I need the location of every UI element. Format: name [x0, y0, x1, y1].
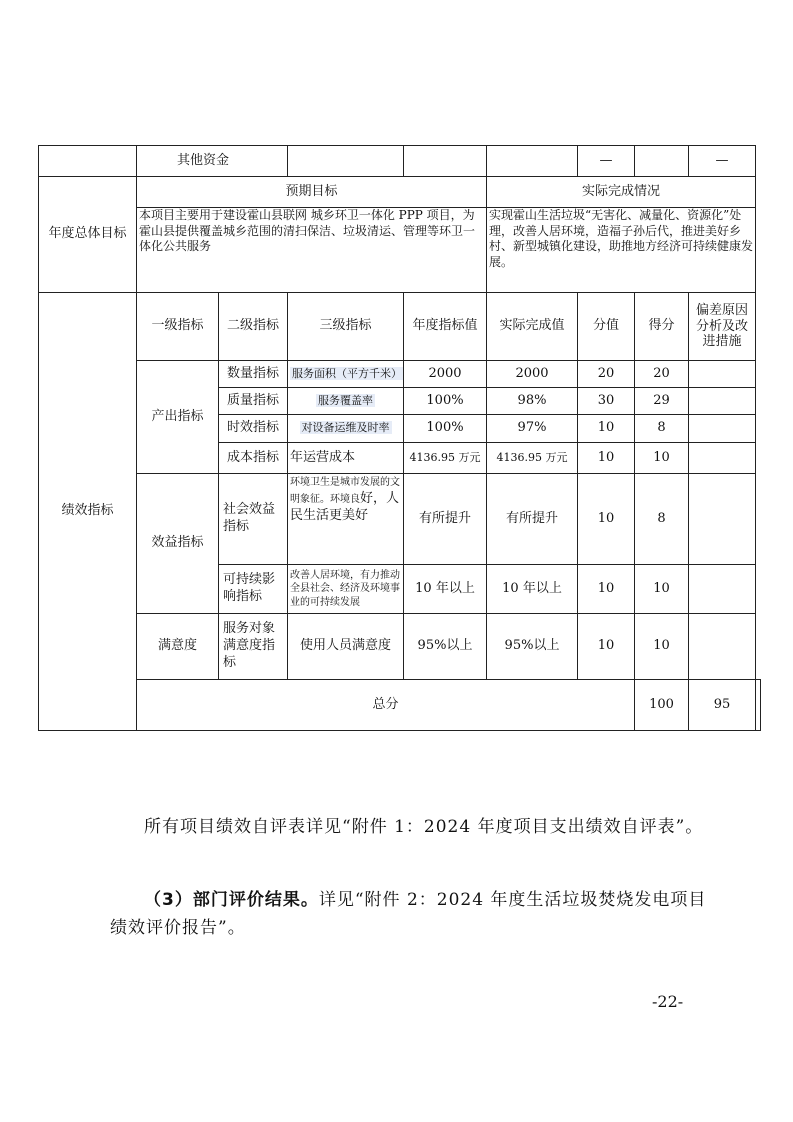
got-cell: 10	[635, 614, 689, 680]
other-funds-label: 其他资金	[137, 146, 288, 177]
header-level3: 三级指标	[288, 293, 404, 361]
header-annual-target: 年度指标值	[404, 293, 487, 361]
blank-cell	[39, 146, 137, 177]
level2-cell: 质量指标	[219, 388, 288, 415]
actual-completion-header: 实际完成情况	[487, 177, 756, 208]
level3-cell: 服务覆盖率	[288, 388, 404, 415]
total-score: 100	[635, 680, 689, 731]
dash-cell: —	[578, 146, 635, 177]
target-cell: 10 年以上	[404, 565, 487, 614]
performance-table	[38, 145, 761, 731]
actual-completion-text: 实现霍山生活垃圾“无害化、减量化、资源化”处理，改善人居环境，造福子孙后代，推进美好乡村、新型城镇化建设，助推地方经济可持续健康发展。	[487, 208, 756, 293]
actual-cell: 10 年以上	[487, 565, 578, 614]
actual-cell: 97%	[487, 415, 578, 443]
header-deviation: 偏差原因分析及改进措施	[689, 293, 756, 361]
target-cell: 2000	[404, 361, 487, 388]
got-cell: 29	[635, 388, 689, 415]
level2-cell: 可持续影响指标	[219, 565, 288, 614]
target-cell: 有所提升	[404, 474, 487, 565]
score-cell: 10	[578, 565, 635, 614]
level2-cell: 社会效益指标	[219, 474, 288, 565]
target-cell: 95%以上	[404, 614, 487, 680]
header-actual-value: 实际完成值	[487, 293, 578, 361]
level3-cell: 服务面积（平方千米）	[288, 361, 404, 388]
score-cell: 30	[578, 388, 635, 415]
appendix-paragraph: 所有项目绩效自评表详见“附件 1：2024 年度项目支出绩效自评表”。	[144, 817, 704, 837]
score-cell: 10	[578, 443, 635, 474]
target-cell: 100%	[404, 415, 487, 443]
benefit-indicator-label: 效益指标	[137, 474, 219, 614]
level3-cell: 年运营成本	[288, 443, 404, 474]
output-indicator-label: 产出指标	[137, 361, 219, 474]
level3-cell: 使用人员满意度	[288, 614, 404, 680]
score-cell: 10	[578, 614, 635, 680]
actual-cell: 4136.95 万元	[487, 443, 578, 474]
header-got: 得分	[635, 293, 689, 361]
header-level2: 二级指标	[219, 293, 288, 361]
level3-cell: 环境卫生是城市发展的文明象征。环境良好，人民生活更美好	[288, 474, 404, 565]
score-cell: 10	[578, 415, 635, 443]
level3-cell: 对设备运维及时率	[288, 415, 404, 443]
got-cell: 8	[635, 415, 689, 443]
expected-goal-text: 本项目主要用于建设霍山县联网 城乡环卫一体化 PPP 项目，为霍山县提供覆盖城乡范围的清扫保洁、垃圾清运、管理等环卫一体化公共服务	[137, 208, 487, 293]
score-cell: 10	[578, 474, 635, 565]
section-heading: （3）部门评价结果。	[144, 890, 319, 910]
performance-indicator-label: 绩效指标	[39, 293, 137, 731]
satisfaction-label: 满意度	[137, 614, 219, 680]
level2-cell: 数量指标	[219, 361, 288, 388]
actual-cell: 95%以上	[487, 614, 578, 680]
target-cell: 4136.95 万元	[404, 443, 487, 474]
header-score: 分值	[578, 293, 635, 361]
total-label: 总分	[137, 680, 635, 731]
got-cell: 10	[635, 565, 689, 614]
dash-cell: —	[689, 146, 756, 177]
target-cell: 100%	[404, 388, 487, 415]
level3-cell: 改善人居环境，有力推动全县社会、经济及环境事业的可持续发展	[288, 565, 404, 614]
actual-cell: 2000	[487, 361, 578, 388]
level2-cell: 成本指标	[219, 443, 288, 474]
actual-cell: 98%	[487, 388, 578, 415]
score-cell: 20	[578, 361, 635, 388]
actual-cell: 有所提升	[487, 474, 578, 565]
page-number: -22-	[652, 992, 684, 1011]
level2-cell: 时效指标	[219, 415, 288, 443]
got-cell: 10	[635, 443, 689, 474]
total-got: 95	[689, 680, 756, 731]
got-cell: 8	[635, 474, 689, 565]
department-evaluation-paragraph	[110, 886, 710, 942]
annual-goal-label: 年度总体目标	[39, 177, 137, 293]
expected-goal-header: 预期目标	[137, 177, 487, 208]
section-text: 详见“附件 2：2024 年度生活垃圾焚烧发电项目绩效评价报告”。	[110, 890, 707, 938]
level2-cell: 服务对象满意度指标	[219, 614, 288, 680]
header-level1: 一级指标	[137, 293, 219, 361]
got-cell: 20	[635, 361, 689, 388]
